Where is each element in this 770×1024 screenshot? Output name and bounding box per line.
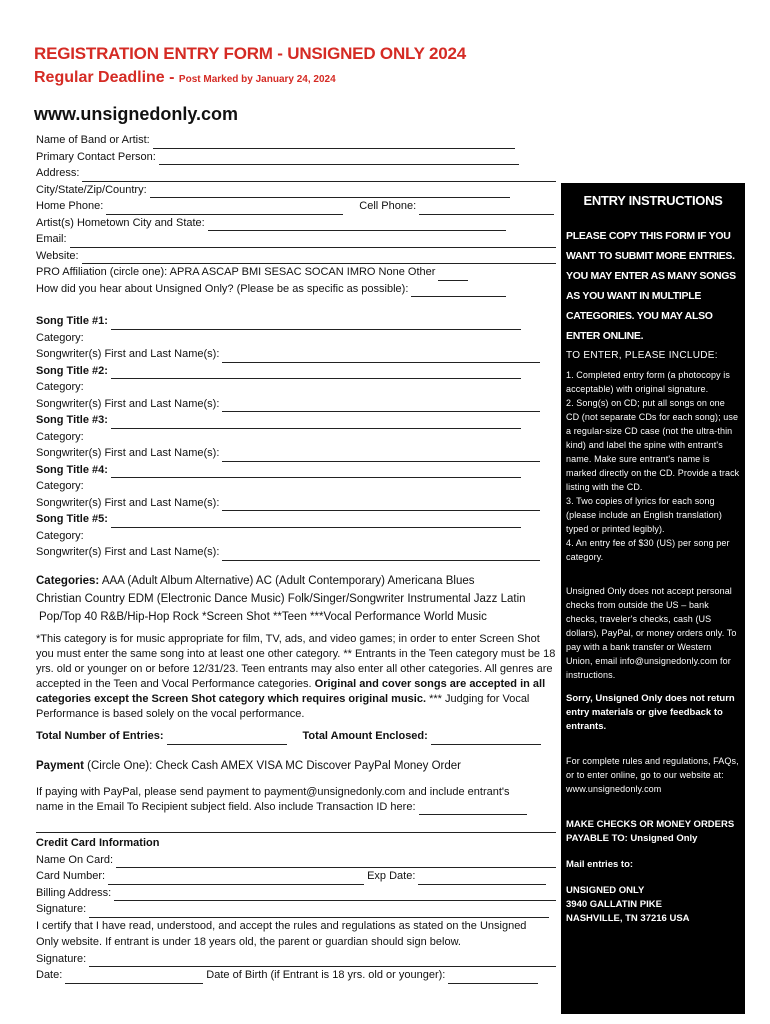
contact-section xyxy=(36,132,556,297)
categories-line-3: Pop/Top 40 R&B/Hip-Hop Rock *Screen Shot **Teen ***Vocal Performance World Music xyxy=(39,611,487,623)
total-entries-field[interactable] xyxy=(167,734,287,745)
date-field[interactable] xyxy=(65,973,203,984)
city-field[interactable] xyxy=(150,187,510,198)
category-notes-text: *This category is for music appropriate for film, TV, ads, and video games; in order to enter Screen Shot you must enter the same song into at least one other category. ** Entrants in the Teen category must be 18 yrs. old or younger on or before 12/31/23. Teen entrants may also enter all other categories. All genres are accepted in the Teen and Vocal Performance categories. xyxy=(36,633,556,690)
rules-note[interactable]: For complete rules and regulations, FAQs, or to enter online, go to our website at: www.unsignedonly.com xyxy=(566,756,739,794)
address-label: Address: xyxy=(36,167,80,179)
categories-label: Categories: xyxy=(36,575,100,587)
categories-line-2: Christian Country EDM (Electronic Dance Music) Folk/Singer/Songwriter Instrumental Jazz Latin xyxy=(36,593,526,605)
heard-about-field[interactable] xyxy=(411,286,506,297)
certify-line-1: I certify that I have read, understood, and accept the rules and regulations as stated on the Unsigned xyxy=(36,919,527,932)
total-entries-label: Total Number of Entries: xyxy=(36,730,164,742)
billing-address-field[interactable] xyxy=(114,890,556,901)
card-name-label: Name On Card: xyxy=(36,853,114,866)
card-number-label: Card Number: xyxy=(36,870,106,882)
song-title-3-label: Song Title #3: xyxy=(36,414,108,426)
no-return-note: Sorry, Unsigned Only does not return entry materials or give feedback to entrants. xyxy=(566,693,735,732)
hometown-label: Artist(s) Hometown City and State: xyxy=(36,216,205,229)
song-2-songwriters-label: Songwriter(s) First and Last Name(s): xyxy=(36,397,220,410)
category-notes xyxy=(36,632,558,722)
song-title-4-label: Song Title #4: xyxy=(36,463,108,476)
card-signature-field[interactable] xyxy=(89,907,549,918)
email-field[interactable] xyxy=(70,237,556,248)
categories-list xyxy=(36,572,556,626)
exp-date-label: Exp Date: xyxy=(367,870,416,882)
credit-card-heading: Credit Card Information xyxy=(36,837,160,849)
primary-contact-field[interactable] xyxy=(159,154,519,165)
card-signature-label: Signature: xyxy=(36,903,87,915)
cell-phone-label: Cell Phone: xyxy=(359,200,417,212)
song-title-1-label: Song Title #1: xyxy=(36,315,108,327)
payment-row[interactable] xyxy=(36,760,556,772)
payment-options[interactable]: (Circle One): Check Cash AMEX VISA MC Discover PayPal Money Order xyxy=(83,760,462,772)
card-number-field[interactable] xyxy=(108,874,364,885)
guardian-signature-field[interactable] xyxy=(89,956,556,967)
email-label: Email: xyxy=(36,233,67,245)
song-title-5-field[interactable] xyxy=(111,517,521,528)
credit-card-section xyxy=(36,832,556,984)
card-name-field[interactable] xyxy=(116,857,556,868)
hometown-field[interactable] xyxy=(208,220,506,231)
song-2-songwriters-field[interactable] xyxy=(222,401,540,412)
song-title-1-field[interactable] xyxy=(111,319,521,330)
payment-label: Payment xyxy=(36,760,84,772)
deadline xyxy=(34,69,336,87)
song-4-category-label: Category: xyxy=(36,480,84,492)
to-enter-heading: TO ENTER, PLEASE INCLUDE: xyxy=(566,350,718,361)
website-url[interactable]: www.unsignedonly.com xyxy=(34,104,239,124)
website-label: Website: xyxy=(36,249,79,262)
total-amount-label: Total Amount Enclosed: xyxy=(302,730,428,742)
paypal-line-2: name in the Email To Recipient subject field. Also include Transaction ID here: xyxy=(36,801,416,813)
song-3-category-label: Category: xyxy=(36,430,84,443)
exp-date-field[interactable] xyxy=(418,874,546,885)
song-1-songwriters-field[interactable] xyxy=(222,352,540,363)
guardian-signature-label: Signature: xyxy=(36,952,87,965)
song-3-songwriters-field[interactable] xyxy=(222,451,540,462)
billing-address-label: Billing Address: xyxy=(36,886,112,899)
city-label: City/State/Zip/Country: xyxy=(36,183,147,196)
band-name-field[interactable] xyxy=(153,138,515,149)
primary-contact-label: Primary Contact Person: xyxy=(36,150,156,163)
home-phone-label: Home Phone: xyxy=(36,200,104,212)
song-5-category-label: Category: xyxy=(36,529,84,542)
form-title: REGISTRATION ENTRY FORM - UNSIGNED ONLY 2024 xyxy=(34,44,467,63)
entry-steps: 1. Completed entry form (a photocopy is acceptable) with original signature. 2. Song(s) on CD; put all songs on one CD (not separate CDs for each song); use a regular-size CD case (not the ultra-thin kind) and label the spine with entrant's name. Make sure entrant's name is marked directly on the CD. Provide a track listing with the CD. 3. Two copies of lyrics for each song (please include an English translation) typed or printed legibly). 4. An entry fee of $30 (US) per song per category. xyxy=(566,370,740,562)
song-4-songwriters-label: Songwriter(s) First and Last Name(s): xyxy=(36,496,220,509)
address-field[interactable] xyxy=(82,171,556,182)
entry-instructions-panel xyxy=(561,183,745,1014)
transaction-id-field[interactable] xyxy=(419,804,527,815)
total-amount-field[interactable] xyxy=(431,734,541,745)
paypal-instructions xyxy=(36,785,561,815)
home-phone-field[interactable] xyxy=(106,204,343,215)
heard-about-label: How did you hear about Unsigned Only? (Please be as specific as possible): xyxy=(36,282,409,295)
mailing-address: UNSIGNED ONLY 3940 GALLATIN PIKE NASHVILLE, TN 37216 USA xyxy=(566,885,690,924)
song-4-songwriters-field[interactable] xyxy=(222,500,540,511)
song-title-5-label: Song Title #5: xyxy=(36,513,108,525)
song-title-4-field[interactable] xyxy=(111,467,521,478)
vocal-note: *** Judging for Vocal Performance is based solely on the vocal performance. xyxy=(36,693,530,720)
totals-row xyxy=(36,728,556,745)
song-2-category-label: Category: xyxy=(36,381,84,393)
instructions-heading: ENTRY INSTRUCTIONS xyxy=(583,193,723,208)
payment-policy: Unsigned Only does not accept personal checks from outside the US – bank checks, traveler's checks, cash (US dollars), PayPal, or money orders only. To pay with a bank transfer or Western Union, email info@unsignedonly.com for instructions. xyxy=(566,586,737,680)
song-title-2-label: Song Title #2: xyxy=(36,364,108,377)
deadline-label: Regular Deadline - xyxy=(34,69,179,86)
categories-line-1: AAA (Adult Album Alternative) AC (Adult Contemporary) Americana Blues xyxy=(99,575,475,587)
dob-field[interactable] xyxy=(448,973,538,984)
song-title-3-field[interactable] xyxy=(111,418,521,429)
copy-note: PLEASE COPY THIS FORM IF YOU WANT TO SUBMIT MORE ENTRIES. YOU MAY ENTER AS MANY SONGS AS YOU WANT IN MULTIPLE CATEGORIES. YOU MAY ALSO ENTER ONLINE. xyxy=(566,230,736,342)
song-1-category-label: Category: xyxy=(36,331,84,344)
payable-to: MAKE CHECKS OR MONEY ORDERS PAYABLE TO: Unsigned Only xyxy=(566,819,735,844)
original-music-note: Original and cover songs are accepted in all categories except the Screen Shot category which requires original music. xyxy=(36,678,546,705)
cell-phone-field[interactable] xyxy=(419,204,554,215)
song-3-songwriters-label: Songwriter(s) First and Last Name(s): xyxy=(36,447,220,459)
band-name-label: Name of Band or Artist: xyxy=(36,134,150,146)
mail-to-label: Mail entries to: xyxy=(566,859,634,870)
website-field[interactable] xyxy=(82,253,556,264)
song-5-songwriters-label: Songwriter(s) First and Last Name(s): xyxy=(36,546,220,558)
pro-other-field[interactable] xyxy=(438,270,468,281)
song-5-songwriters-field[interactable] xyxy=(222,550,540,561)
paypal-line-1: If paying with PayPal, please send payment to payment@unsignedonly.com and include entrant's xyxy=(36,786,510,798)
song-title-2-field[interactable] xyxy=(111,368,521,379)
songs-section xyxy=(36,313,556,561)
postmark-date: Post Marked by January 24, 2024 xyxy=(178,74,336,85)
dob-label: Date of Birth (if Entrant is 18 yrs. old or younger): xyxy=(206,969,446,981)
certify-line-2: Only website. If entrant is under 18 years old, the parent or guardian should sign below. xyxy=(36,936,461,948)
song-1-songwriters-label: Songwriter(s) First and Last Name(s): xyxy=(36,348,220,360)
pro-affiliation[interactable]: PRO Affiliation (circle one): APRA ASCAP BMI SESAC SOCAN IMRO None Other xyxy=(36,266,436,278)
date-label: Date: xyxy=(36,969,63,981)
